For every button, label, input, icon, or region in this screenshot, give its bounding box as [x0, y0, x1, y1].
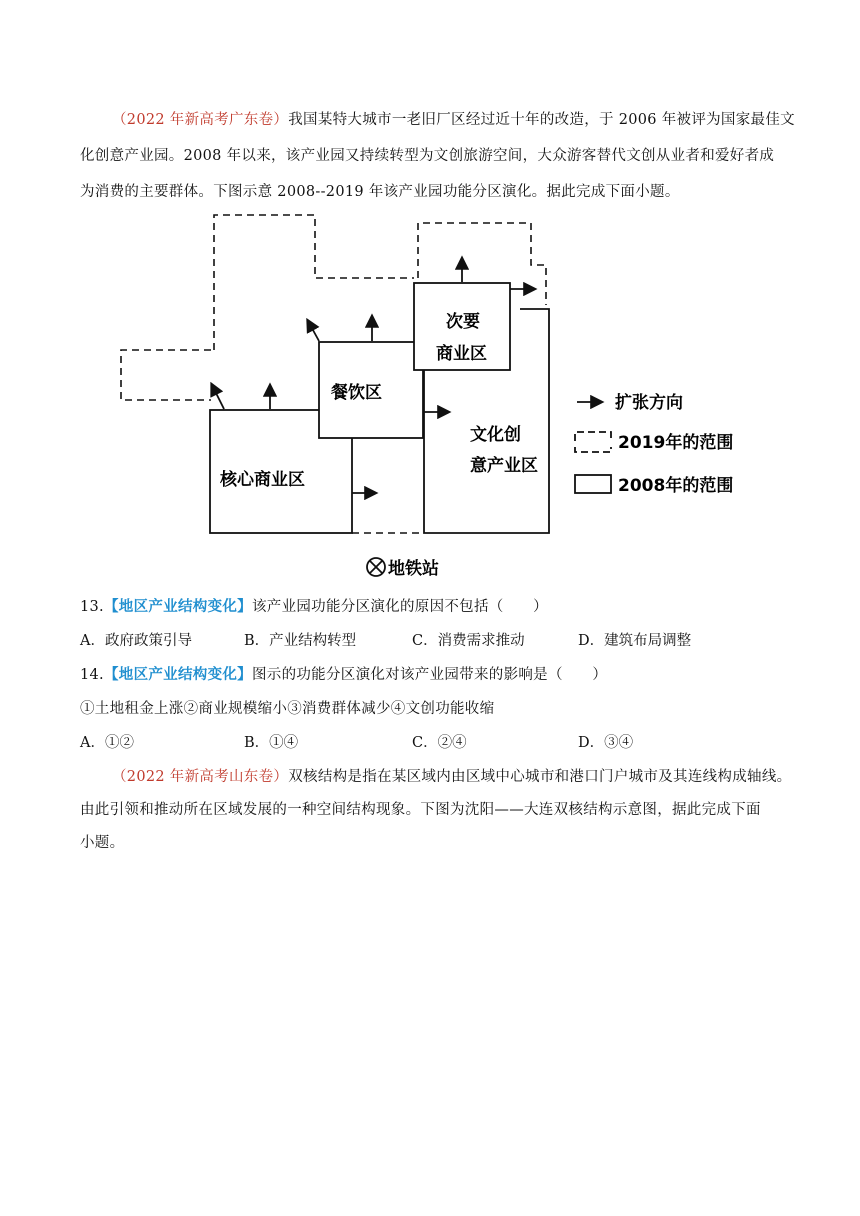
zone-label-food: 餐饮区 — [331, 383, 382, 403]
dashed-outline-left — [121, 350, 211, 400]
legend-solid-label: 2008年的范围 — [618, 476, 734, 496]
passage-text: 双核结构是指在某区域内由区域中心城市和港口门户城市及其连线构成轴线。 — [288, 769, 792, 785]
passage-text: 为消费的主要群体。下图示意 2008--2019 年该产业园功能分区演化。据此完成下面小题。 — [80, 184, 680, 200]
arrow-food-up-left — [308, 321, 319, 341]
q13-option-d[interactable]: D．建筑布局调整 — [578, 633, 692, 649]
question-14 — [80, 663, 607, 684]
passage-2-line-3 — [80, 831, 124, 852]
passage-1-line-2 — [80, 144, 774, 165]
zone-label-secondary: 次要 — [446, 312, 480, 332]
passage-2-line-1 — [112, 765, 791, 786]
q13-option-a[interactable]: A．政府政策引导 — [80, 633, 192, 649]
legend-dashed-label: 2019年的范围 — [618, 433, 734, 453]
passage-text: 由此引领和推动所在区域发展的一种空间结构现象。下图为沈阳——大连双核结构示意图，据此完成下面 — [80, 802, 761, 818]
question-tag: 【地区产业结构变化】 — [103, 666, 252, 683]
zone-label-core: 核心商业区 — [220, 470, 305, 490]
legend-solid-swatch — [575, 475, 611, 493]
q14-statements: ①土地租金上涨②商业规模缩小③消费群体减少④文创功能收缩 — [80, 701, 495, 717]
passage-text: 化创意产业园。2008 年以来，该产业园又持续转型为文创旅游空间，大众游客替代文创从业者和爱好者成 — [80, 148, 775, 164]
q14-option-a[interactable]: A．①② — [80, 735, 134, 751]
passage-text: 我国某特大城市一老旧厂区经过近十年的改造，于 2006 年被评为国家最佳文 — [288, 112, 795, 128]
zone-evolution-map — [0, 205, 860, 585]
question-number: 14. — [80, 667, 104, 683]
passage-1-line-3 — [80, 180, 680, 201]
arrow-core-up-left — [212, 385, 224, 409]
q13-option-c[interactable]: C．消费需求推动 — [412, 633, 525, 649]
q14-option-d[interactable]: D．③④ — [578, 735, 634, 751]
q14-option-b[interactable]: B．①④ — [244, 735, 299, 751]
legend-arrow-label: 扩张方向 — [615, 393, 683, 413]
passage-1-line-1 — [112, 108, 795, 129]
question-stem: 该产业园功能分区演化的原因不包括（ ） — [251, 599, 548, 615]
question-13 — [80, 595, 548, 616]
question-number: 13. — [80, 599, 104, 615]
metro-station-label: 地铁站 — [388, 559, 439, 579]
q13-option-b[interactable]: B．产业结构转型 — [244, 633, 357, 649]
q14-option-c[interactable]: C．②④ — [412, 735, 467, 751]
zone-label-secondary: 商业区 — [436, 344, 487, 364]
source-label: （2022 年新高考山东卷） — [112, 769, 289, 785]
source-label: （2022 年新高考广东卷） — [112, 112, 289, 128]
zone-label-culture: 意产业区 — [470, 456, 538, 476]
dashed-outline-top — [214, 215, 414, 350]
legend-dashed-swatch — [575, 432, 611, 452]
question-tag: 【地区产业结构变化】 — [103, 598, 252, 615]
range-2008-outlines — [210, 283, 549, 533]
zone-label-culture: 文化创 — [470, 425, 521, 445]
passage-2-line-2 — [80, 798, 761, 819]
question-stem: 图示的功能分区演化对该产业园带来的影响是（ ） — [251, 667, 608, 683]
passage-text: 小题。 — [80, 835, 125, 851]
metro-station-icon — [367, 558, 385, 576]
